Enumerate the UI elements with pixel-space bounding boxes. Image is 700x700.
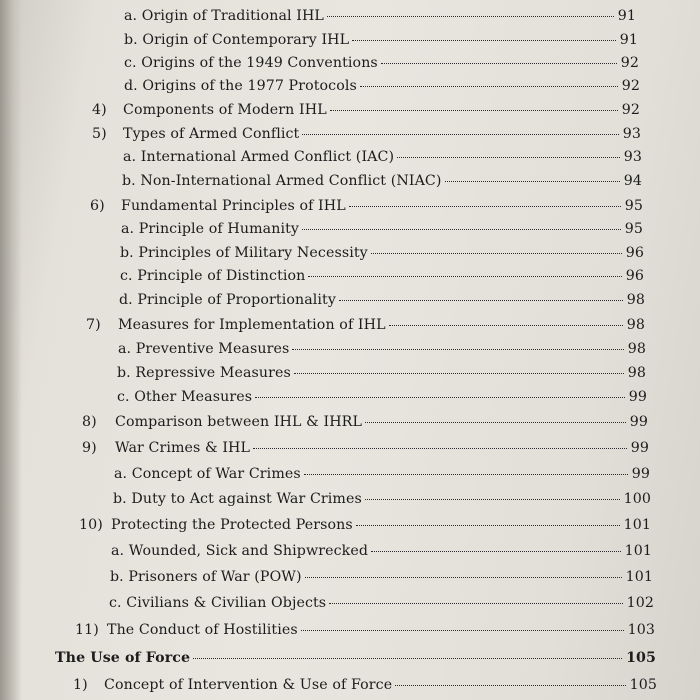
dot-leader bbox=[397, 157, 620, 158]
toc-entry-page: 96 bbox=[625, 245, 644, 261]
toc-entry-title: a. Origin of Traditional IHL bbox=[124, 8, 324, 24]
toc-entry bbox=[123, 149, 642, 165]
toc-entry bbox=[117, 389, 647, 405]
dot-leader bbox=[365, 499, 620, 500]
dot-leader bbox=[292, 349, 623, 350]
toc-entry-page: 91 bbox=[619, 32, 638, 48]
toc-entry bbox=[79, 517, 651, 533]
toc-entry-page: 99 bbox=[631, 466, 650, 482]
dot-leader bbox=[308, 276, 621, 277]
toc-entry bbox=[92, 126, 641, 142]
dot-leader bbox=[365, 422, 626, 423]
toc-entry-page: 99 bbox=[630, 440, 649, 456]
toc-entry-page: 103 bbox=[627, 622, 655, 638]
toc-entry-page: 98 bbox=[627, 365, 646, 381]
dot-leader bbox=[330, 110, 618, 111]
toc-entry-page: 92 bbox=[621, 102, 640, 118]
toc-entry-title: a. Preventive Measures bbox=[118, 341, 290, 357]
dot-leader bbox=[327, 16, 614, 17]
toc-entry-number: 10) bbox=[79, 517, 103, 533]
toc-entry-title: c. Principle of Distinction bbox=[120, 268, 306, 284]
dot-leader bbox=[193, 658, 622, 659]
dot-leader bbox=[349, 206, 621, 207]
dot-leader bbox=[305, 577, 622, 578]
toc-entry-page: 95 bbox=[624, 198, 643, 214]
toc-entry bbox=[121, 221, 643, 237]
toc-entry-page: 98 bbox=[626, 317, 645, 333]
toc-entry-title: Fundamental Principles of IHL bbox=[121, 198, 346, 214]
dot-leader bbox=[301, 630, 624, 631]
dot-leader bbox=[389, 325, 623, 326]
toc-entry-title: c. Other Measures bbox=[117, 389, 253, 405]
toc-entry-page: 93 bbox=[623, 149, 642, 165]
toc-entry-title: b. Principles of Military Necessity bbox=[120, 245, 368, 261]
toc-entry-title: c. Origins of the 1949 Conventions bbox=[124, 55, 378, 71]
dot-leader bbox=[253, 448, 627, 449]
toc-entry-title: Protecting the Protected Persons bbox=[111, 517, 353, 533]
toc-entry-page: 100 bbox=[623, 491, 651, 507]
dot-leader bbox=[360, 86, 618, 87]
toc-entry-page: 96 bbox=[625, 268, 644, 284]
toc-entry-title: Components of Modern IHL bbox=[123, 102, 327, 118]
dot-leader bbox=[381, 63, 617, 64]
toc-entry-page: 105 bbox=[629, 677, 657, 693]
toc-entry-page: 99 bbox=[628, 389, 647, 405]
toc-entry-page: 94 bbox=[623, 173, 642, 189]
toc-entry-title: Concept of Intervention & Use of Force bbox=[104, 677, 393, 693]
toc-entry bbox=[111, 543, 652, 559]
toc-entry-page: 92 bbox=[620, 55, 639, 71]
toc-entry bbox=[122, 173, 642, 189]
toc-entry-title: b. Prisoners of War (POW) bbox=[110, 569, 302, 585]
toc-entry bbox=[124, 78, 640, 94]
toc-entry-title: Measures for Implementation of IHL bbox=[118, 317, 386, 333]
toc-entry-number: 1) bbox=[73, 677, 88, 693]
dot-leader bbox=[294, 373, 624, 374]
toc-chapter-entry bbox=[55, 650, 656, 666]
toc-entry-title: b. Duty to Act against War Crimes bbox=[113, 491, 362, 507]
dot-leader bbox=[302, 134, 618, 135]
toc-entry-title: b. Origin of Contemporary IHL bbox=[124, 32, 350, 48]
toc-entry-page: 102 bbox=[626, 595, 654, 611]
toc-entry-number: 9) bbox=[82, 440, 97, 456]
toc-entry bbox=[109, 595, 654, 611]
dot-leader bbox=[255, 397, 625, 398]
toc-entry-title: d. Principle of Proportionality bbox=[119, 292, 336, 308]
toc-entry bbox=[124, 55, 639, 71]
toc-entry bbox=[124, 32, 638, 48]
toc-chapter-title: The Use of Force bbox=[55, 650, 191, 666]
toc-entry bbox=[73, 677, 657, 693]
toc-entry-number: 11) bbox=[75, 622, 99, 638]
toc-entry-page: 92 bbox=[621, 78, 640, 94]
dot-leader bbox=[352, 40, 616, 41]
dot-leader bbox=[395, 685, 625, 686]
toc-entry bbox=[118, 341, 646, 357]
toc-entry-title: a. Principle of Humanity bbox=[121, 221, 300, 237]
toc-entry bbox=[75, 622, 655, 638]
dot-leader bbox=[302, 229, 621, 230]
dot-leader bbox=[371, 253, 622, 254]
toc-entry bbox=[117, 365, 646, 381]
toc-entry-number: 4) bbox=[92, 102, 107, 118]
toc-entry bbox=[120, 245, 644, 261]
dot-leader bbox=[304, 474, 628, 475]
toc-entry bbox=[92, 102, 640, 118]
toc-entry-page: 98 bbox=[627, 341, 646, 357]
toc-entry-page: 98 bbox=[626, 292, 645, 308]
toc-entry-title: c. Civilians & Civilian Objects bbox=[109, 595, 327, 611]
dot-leader bbox=[371, 551, 621, 552]
dot-leader bbox=[339, 300, 623, 301]
toc-entry-number: 8) bbox=[82, 414, 97, 430]
toc-entry bbox=[82, 440, 649, 456]
dot-leader bbox=[356, 525, 620, 526]
toc-entry-title: War Crimes & IHL bbox=[115, 440, 251, 456]
toc-entry-title: The Conduct of Hostilities bbox=[107, 622, 298, 638]
toc-entry-page: 101 bbox=[625, 569, 653, 585]
toc-entry bbox=[124, 8, 636, 24]
toc-entry-title: Types of Armed Conflict bbox=[123, 126, 300, 142]
dot-leader bbox=[329, 603, 622, 604]
toc-entry bbox=[90, 198, 643, 214]
toc-entry-page: 101 bbox=[624, 543, 652, 559]
toc-entry-title: a. Concept of War Crimes bbox=[114, 466, 301, 482]
toc-entry bbox=[113, 491, 651, 507]
toc-entry bbox=[120, 268, 644, 284]
toc-entry-page: 93 bbox=[622, 126, 641, 142]
toc-entry bbox=[110, 569, 653, 585]
toc-entry-title: a. International Armed Conflict (IAC) bbox=[123, 149, 395, 165]
toc-entry-title: b. Repressive Measures bbox=[117, 365, 291, 381]
toc-entry-number: 5) bbox=[92, 126, 107, 142]
toc-chapter-page: 105 bbox=[626, 650, 656, 666]
toc-entry bbox=[114, 466, 650, 482]
toc-entry-title: b. Non-International Armed Conflict (NIAC) bbox=[122, 173, 442, 189]
toc-entry bbox=[119, 292, 645, 308]
toc-entry-page: 101 bbox=[623, 517, 651, 533]
toc-entry-title: a. Wounded, Sick and Shipwrecked bbox=[111, 543, 369, 559]
toc-entry-page: 99 bbox=[629, 414, 648, 430]
toc-entry-title: Comparison between IHL & IHRL bbox=[115, 414, 362, 430]
toc-entry bbox=[86, 317, 645, 333]
toc-entry bbox=[82, 414, 648, 430]
toc-entry-number: 6) bbox=[90, 198, 105, 214]
toc-entry-page: 91 bbox=[617, 8, 636, 24]
toc-entry-title: d. Origins of the 1977 Protocols bbox=[124, 78, 357, 94]
toc-entry-page: 95 bbox=[624, 221, 643, 237]
dot-leader bbox=[445, 181, 620, 182]
toc-entry-number: 7) bbox=[86, 317, 101, 333]
